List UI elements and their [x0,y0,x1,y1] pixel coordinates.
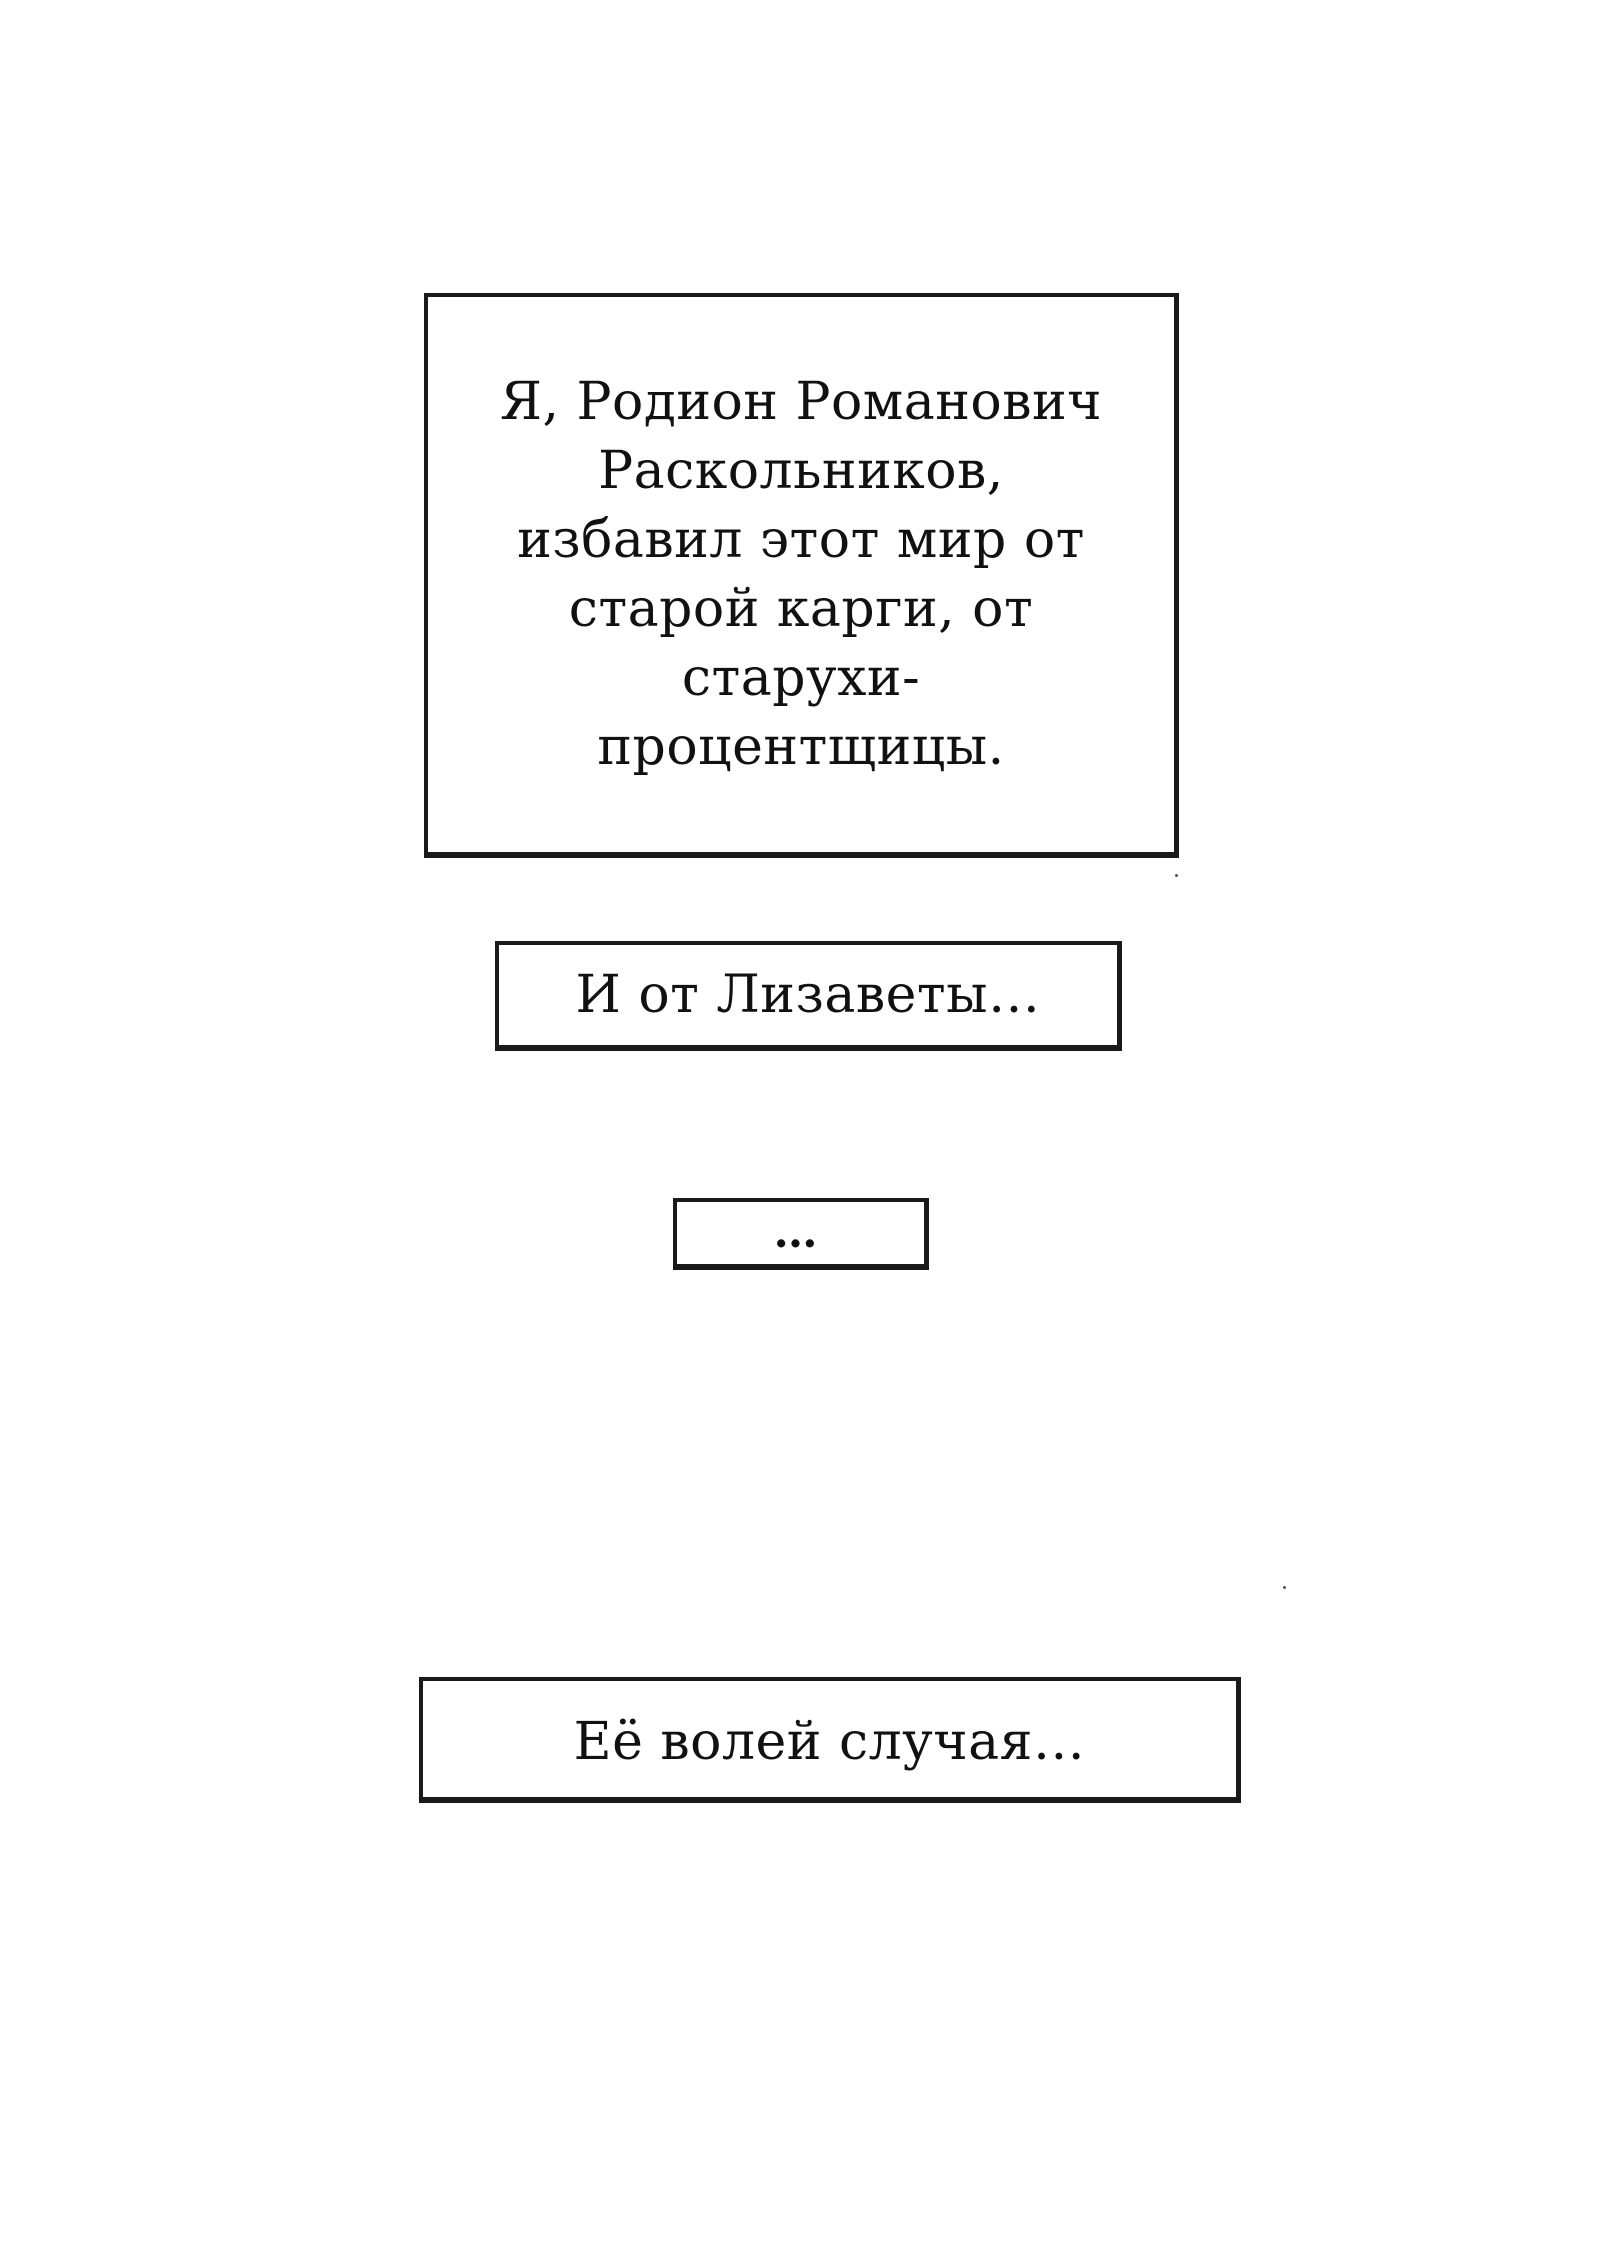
caption-text-confession: Я, Родион Романович Раскольников, избавил этот мир от старой карги, от старухи- процентщицы. [499,371,1103,777]
caption-box-chance [419,1677,1241,1803]
caption-text-lizaveta: И от Лизаветы… [575,965,1041,1025]
caption-box-confession [424,293,1179,858]
caption-text-chance: Её волей случая… [573,1712,1086,1772]
caption-box-lizaveta [495,941,1122,1051]
caption-box-ellipsis [673,1198,929,1270]
caption-text-ellipsis: … [773,1207,828,1258]
ink-speck [1283,1586,1286,1589]
ink-speck [1175,874,1178,877]
